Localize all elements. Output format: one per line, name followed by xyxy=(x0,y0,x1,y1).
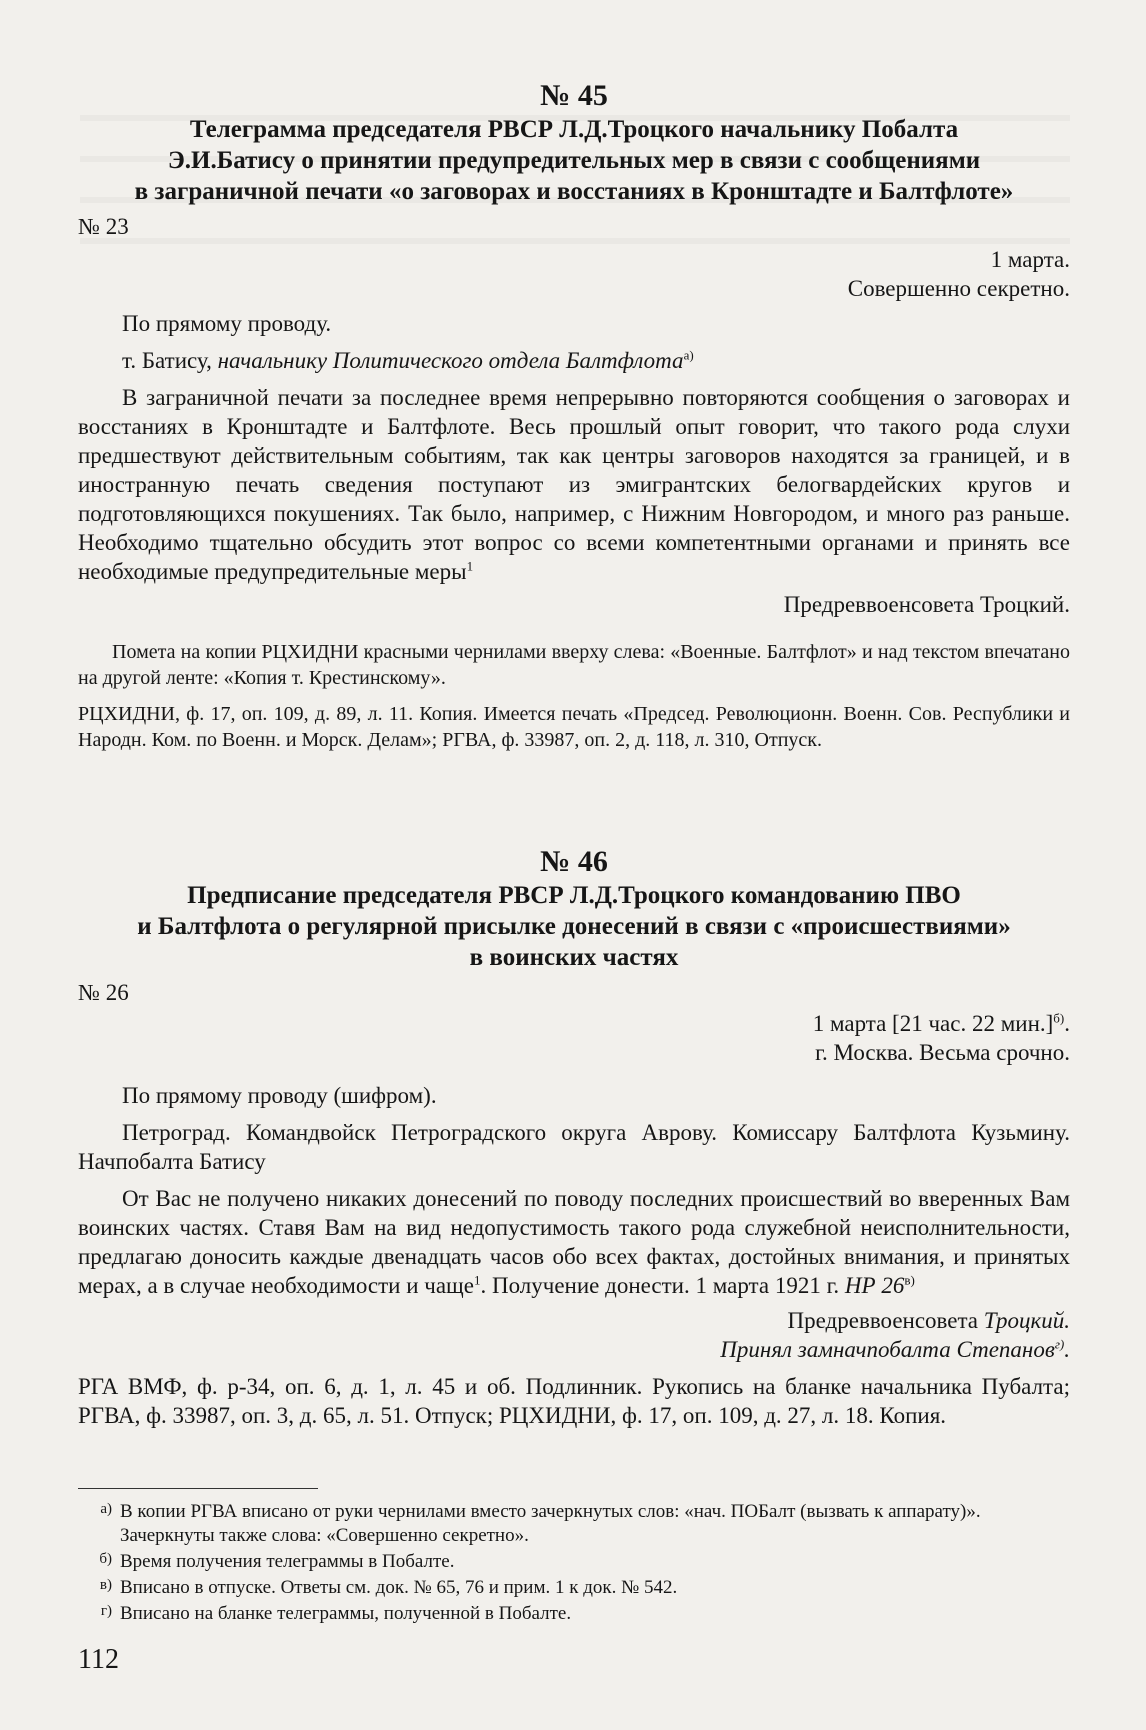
title-line: Предписание председателя РВСР Л.Д.Троцкого командованию ПВО xyxy=(187,882,961,909)
footnote xyxy=(78,1602,1070,1626)
document-46 xyxy=(78,846,1070,1430)
registration-number: № 26 xyxy=(78,980,129,1005)
received-text: Принял замначпобалта Степанов xyxy=(720,1337,1055,1362)
archival-note: Помета на копии РЦХИДНИ красными чернилами вверху слева: «Военные. Балтфлот» и над текстом впечатано на другой ленте: «Копия т. Крестинскому». xyxy=(78,641,1070,689)
body-tail: . Получение донести. 1 марта 1921 г. xyxy=(480,1273,840,1298)
signature: Предреввоенсовета Троцкий. xyxy=(783,592,1070,617)
received-by xyxy=(78,1335,1070,1364)
footnote-text: В копии РГВА вписано от руки чернилами вместо зачеркнутых слов: «нач. ПОБалт (вызвать к аппарату)». Зачеркнуты также слова: «Совершенно секретно». xyxy=(120,1501,981,1546)
page-number: 112 xyxy=(78,1644,119,1675)
addressee-name: т. Батису, xyxy=(122,348,212,373)
title-line: и Балтфлота о регулярной присылке донесений в связи с «происшествиями» xyxy=(137,913,1011,940)
document-45 xyxy=(78,80,1070,753)
body-text: В заграничной печати за последнее время непрерывно повторяются сообщения о заговорах и восстаниях в Кронштадте и Балтфлоте. Весь прошлый опыт говорит, что такого рода слухи предшествуют действительным событиям, так как центры заговоров находятся за границей, и в иностранную печать сведения поступают из эмигрантских белогвардейских кругов и подготовляющихся покушениях. Так было, например, с Нижним Новгородом, и много раз раньше. Необходимо тщательно обсудить этот вопрос со всеми компетентными органами и принять все необходимые предупредительные меры xyxy=(78,385,1070,584)
received-end: . xyxy=(1064,1337,1070,1362)
title-line: в воинских частях xyxy=(469,944,679,971)
telegram-body xyxy=(78,383,1070,586)
title-line: Э.И.Батису о принятии предупредительных мер в связи с сообщениями xyxy=(167,147,981,174)
date-text: 1 марта [21 час. 22 мин.] xyxy=(812,1011,1054,1036)
footnote-ref: 1 xyxy=(473,1272,481,1288)
place-urgency: г. Москва. Весьма срочно. xyxy=(815,1040,1070,1065)
archival-source: РЦХИДНИ, ф. 17, оп. 109, д. 89, л. 11. Копия. Имеется печать «Председ. Революционн. Военн. Сов. Республики и Народн. Ком. по Военн. и Морск. Делам»; РГВА, ф. 33987, оп. 2, д. 118, л. 310, Отпуск. xyxy=(78,703,1070,751)
addressees: Петроград. Командвойск Петроградского округа Аврову. Комиссару Балтфлота Кузьмину. Начпобалта Батису xyxy=(78,1120,1070,1174)
transmission-channel: По прямому проводу (шифром). xyxy=(122,1083,437,1108)
doc-title xyxy=(78,114,1070,207)
doc-date xyxy=(78,1009,1070,1038)
signature-name: Троцкий. xyxy=(983,1308,1070,1333)
footnote-mark: а) xyxy=(100,1501,112,1517)
footnote-ref: в) xyxy=(904,1272,915,1288)
footnote-text: Вписано в отпуске. Ответы см. док. № 65, 76 и прим. 1 к док. № 542. xyxy=(120,1577,678,1598)
footnote-divider xyxy=(78,1488,318,1489)
title-line: Телеграмма председателя РВСР Л.Д.Троцкого начальнику Побалта xyxy=(189,116,959,143)
signature xyxy=(78,1306,1070,1335)
date-end: . xyxy=(1064,1011,1070,1036)
code-number: НР 26 xyxy=(844,1273,905,1298)
classification: Совершенно секретно. xyxy=(847,276,1070,301)
footnote-mark: б) xyxy=(99,1551,112,1567)
addressee xyxy=(78,346,1070,375)
footnote xyxy=(78,1550,1070,1574)
doc-number: № 46 xyxy=(540,845,608,878)
footnote-text: Время получения телеграммы в Побалте. xyxy=(120,1551,455,1572)
footnote-text: Вписано на бланке телеграммы, полученной в Побалте. xyxy=(120,1603,572,1624)
footnote-ref: а) xyxy=(683,347,694,363)
footnote-mark: г) xyxy=(100,1603,112,1619)
body-text: От Вас не получено никаких донесений по поводу последних происшествий во вверенных Вам воинских частях. Ставя Вам на вид недопустимость такого рода служебной неисполнительности, предлагаю доносить каждые двенадцать часов обо всех фактах, достойных внимания, и принятых мерах, а в случае необходимости и чаще xyxy=(78,1186,1070,1298)
footnote xyxy=(78,1576,1070,1600)
footnote-ref: б) xyxy=(1053,1010,1065,1026)
addressee-title: начальнику Политического отдела Балтфлота xyxy=(217,348,684,373)
doc-number: № 45 xyxy=(540,79,608,112)
title-line: в заграничной печати «о заговорах и восстаниях в Кронштадте и Балтфлоте» xyxy=(134,178,1014,205)
archival-source: РГА ВМФ, ф. р-34, оп. 6, д. 1, л. 45 и об. Подлинник. Рукопись на бланке начальника Пубалта; РГВА, ф. 33987, оп. 3, д. 65, л. 51. Отпуск; РЦХИДНИ, ф. 17, оп. 109, д. 27, л. 18. Копия. xyxy=(78,1374,1070,1428)
signature-prefix: Предреввоенсовета xyxy=(787,1308,979,1333)
footnote-ref: 1 xyxy=(466,558,474,574)
doc-title xyxy=(78,880,1070,973)
footnote-mark: в) xyxy=(99,1577,112,1593)
doc-date: 1 марта. xyxy=(990,247,1070,272)
footnote xyxy=(78,1500,1070,1548)
transmission-channel: По прямому проводу. xyxy=(122,311,332,336)
registration-number: № 23 xyxy=(78,214,129,239)
footnotes xyxy=(78,1500,1070,1628)
footnote-ref: г) xyxy=(1054,1336,1065,1352)
order-body xyxy=(78,1184,1070,1300)
